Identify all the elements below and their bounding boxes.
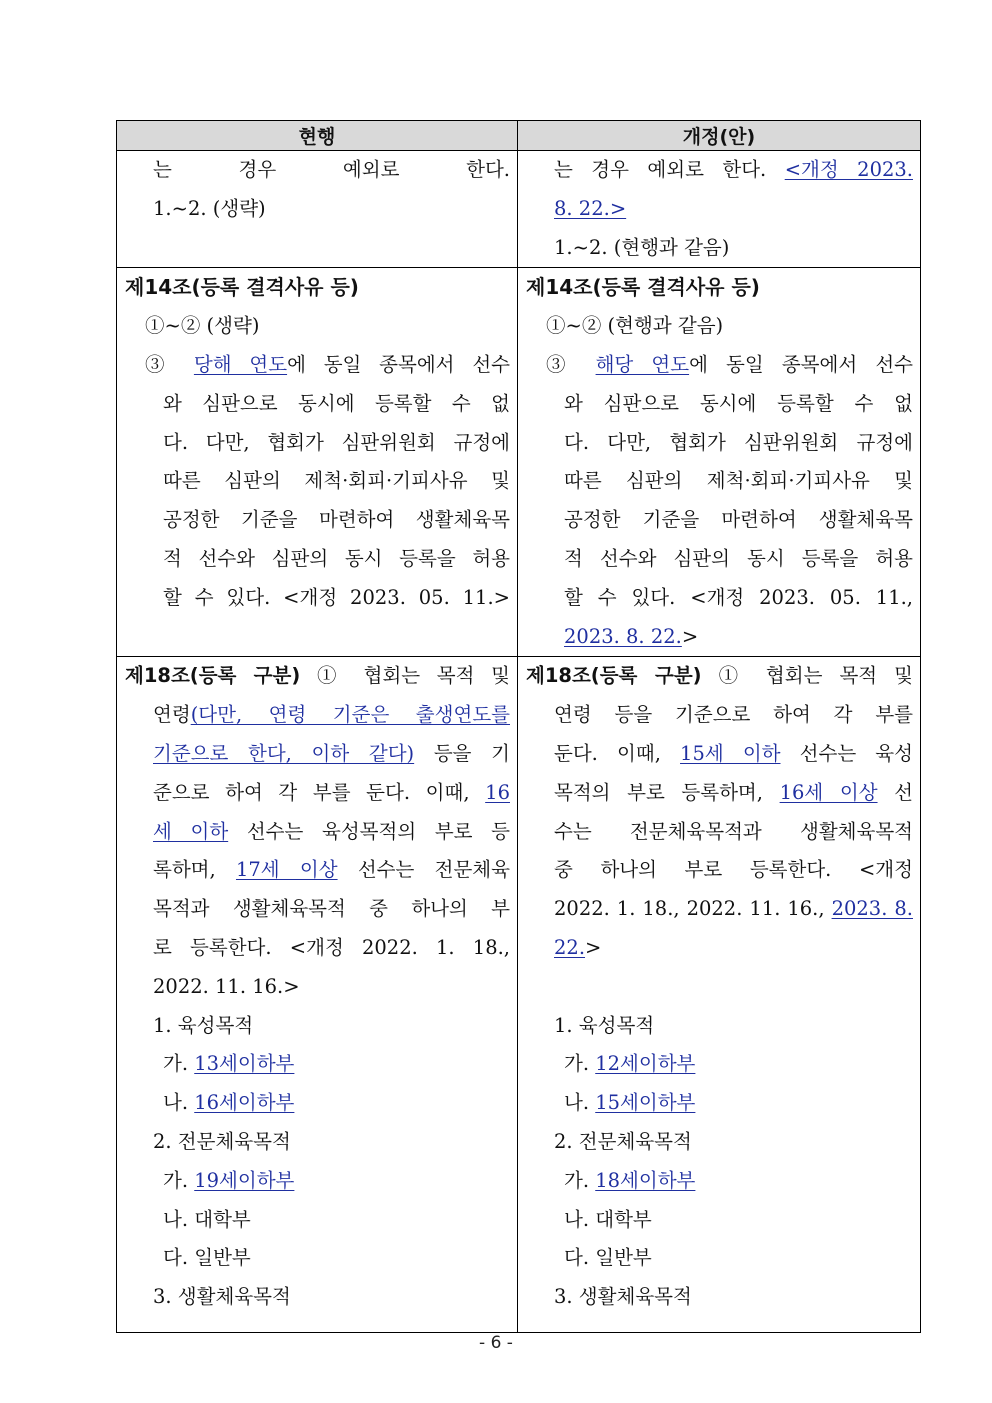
text-segment: ①~② (생략)	[145, 314, 260, 338]
text-line	[526, 696, 913, 735]
text-line	[125, 696, 510, 735]
text-segment: 할 수 있다. <개정 2023. 05. 11.,	[564, 585, 913, 609]
text-line	[526, 190, 913, 229]
text-line	[526, 735, 913, 774]
amended-text: 19세이하부	[194, 1168, 295, 1192]
cell-current	[117, 268, 518, 657]
text-line	[526, 774, 913, 813]
text-line	[526, 618, 913, 657]
text-line	[526, 1239, 913, 1278]
text-line	[125, 735, 510, 774]
text-line	[125, 1084, 510, 1123]
text-line	[125, 774, 510, 813]
text-line	[125, 1123, 510, 1162]
text-line	[125, 890, 510, 929]
text-line	[526, 385, 913, 424]
column-header-current: 현행	[117, 121, 518, 151]
text-line	[125, 1007, 510, 1046]
text-line	[526, 657, 913, 696]
text-line	[526, 462, 913, 501]
text-segment: 목적과 생활체육목적 중 하나의 부	[153, 897, 510, 921]
text-segment: 다. 일반부	[163, 1246, 251, 1270]
amended-text: 2023. 8. 22.	[564, 624, 682, 648]
text-line	[526, 851, 913, 890]
text-line	[125, 268, 510, 307]
text-segment: 준으로 하여 각 부를 둔다. 이때,	[153, 780, 486, 804]
text-segment: >	[585, 935, 602, 959]
text-line	[526, 424, 913, 463]
cell-text	[518, 268, 920, 656]
text-line	[526, 1162, 913, 1201]
text-segment: 1.~2. (현행과 같음)	[554, 235, 730, 259]
text-segment: 공정한 기준을 마련하여 생활체육목	[163, 508, 510, 532]
text-segment: 에 동일 종목에서 선수	[689, 352, 913, 376]
text-segment: ①~② (현행과 같음)	[546, 314, 724, 338]
text-segment: ① 협회는 목적 및	[300, 664, 510, 688]
text-segment: 나.	[163, 1091, 195, 1115]
text-segment: 로 등록한다. <개정 2022. 1. 18.,	[153, 935, 510, 959]
amended-text: 8. 22.>	[554, 196, 627, 220]
amended-text: 기준으로 한다, 이하 같다)	[153, 741, 415, 765]
text-line	[526, 268, 913, 307]
text-segment: 제14조(등록 결격사유 등)	[526, 275, 760, 300]
amended-text: 17세 이상	[235, 858, 338, 882]
text-line	[125, 618, 510, 657]
amended-text: 12세이하부	[595, 1052, 696, 1076]
cell-text	[117, 151, 517, 267]
text-line	[526, 813, 913, 852]
amended-text: 2023. 8.	[831, 897, 913, 921]
text-line	[526, 1045, 913, 1084]
article-title: 제18조(등록 구분)	[526, 664, 702, 688]
text-segment: 2022. 11. 16.>	[153, 974, 300, 998]
text-segment: 목적의 부로 등록하며,	[554, 780, 780, 804]
text-segment: 선수는 전문체육	[337, 858, 510, 882]
text-segment: 다. 다만, 협회가 심판위원회 규정에	[163, 430, 510, 454]
text-segment: 와 심판으로 동시에 등록할 수 없	[564, 391, 913, 415]
text-line	[125, 1239, 510, 1278]
text-line	[125, 501, 510, 540]
text-line	[125, 929, 510, 968]
text-segment: 는 경우 예외로 한다.	[554, 158, 785, 181]
text-segment: 3. 생활체육목적	[554, 1285, 692, 1309]
text-line	[526, 968, 913, 1007]
text-line	[125, 851, 510, 890]
amended-text: 16	[485, 780, 510, 804]
text-segment: 1.~2. (생략)	[153, 196, 266, 220]
text-line	[526, 151, 913, 190]
amended-text: <개정 2023.	[784, 158, 913, 181]
text-segment: 가.	[163, 1168, 195, 1192]
article-title: 제18조(등록 구분)	[125, 664, 301, 688]
text-segment: 에 동일 종목에서 선수	[287, 352, 510, 376]
text-segment: 선수는 육성	[780, 741, 913, 765]
text-segment: 둔다. 이때,	[554, 741, 681, 765]
text-segment: 1. 육성목적	[554, 1013, 655, 1037]
text-line	[526, 1123, 913, 1162]
text-line	[526, 579, 913, 618]
text-segment: 등을 기	[414, 741, 510, 765]
cell-revised	[518, 151, 921, 268]
text-line	[526, 1007, 913, 1046]
amended-text: 해당 연도	[595, 352, 690, 376]
text-segment: >	[681, 624, 699, 648]
text-line	[125, 190, 510, 229]
text-segment: 제14조(등록 결격사유 등)	[125, 275, 359, 300]
text-segment: 연령 등을 기준으로 하여 각 부를	[554, 703, 913, 727]
text-line	[125, 1162, 510, 1201]
amended-text: 22.	[554, 935, 586, 959]
text-segment: 선	[877, 780, 913, 804]
table-body	[117, 151, 921, 1333]
text-line	[526, 501, 913, 540]
text-line	[125, 1045, 510, 1084]
cell-text	[518, 657, 920, 1317]
text-segment: ① 협회는 목적 및	[701, 664, 913, 688]
amended-text: 당해 연도	[193, 352, 288, 376]
text-line	[125, 229, 510, 268]
text-segment: 3. 생활체육목적	[153, 1285, 291, 1309]
text-line	[125, 424, 510, 463]
cell-revised	[518, 268, 921, 657]
cell-current	[117, 657, 518, 1333]
text-segment: ③	[145, 352, 194, 376]
text-line	[526, 1201, 913, 1240]
amended-text: 13세이하부	[194, 1052, 295, 1076]
text-segment: 나. 대학부	[564, 1207, 652, 1231]
comparison-table	[116, 120, 921, 1333]
text-line	[125, 385, 510, 424]
text-segment: 다. 다만, 협회가 심판위원회 규정에	[564, 430, 913, 454]
text-segment: 는 경우 예외로 한다.	[153, 158, 510, 181]
text-segment: 수는 전문체육목적과 생활체육목적	[554, 819, 913, 843]
amended-text: 15세 이하	[680, 741, 781, 765]
text-segment: ③	[546, 352, 596, 376]
cell-text	[518, 151, 920, 267]
text-segment: 중 하나의 부로 등록한다. <개정	[554, 858, 913, 882]
text-segment: 나. 대학부	[163, 1207, 251, 1231]
amended-text: 세 이하	[153, 819, 229, 843]
text-line	[125, 346, 510, 385]
amended-text: 15세이하부	[595, 1091, 696, 1115]
cell-text	[117, 657, 517, 1317]
text-line	[125, 1278, 510, 1317]
text-segment: 1. 육성목적	[153, 1013, 254, 1037]
text-line	[526, 1084, 913, 1123]
text-line	[526, 229, 913, 268]
text-segment: 선수는 육성목적의 부로 등	[228, 819, 510, 843]
amended-text: (다만, 연령 기준은 출생연도를	[190, 703, 510, 727]
text-segment: 2. 전문체육목적	[153, 1129, 291, 1153]
text-segment: 가.	[564, 1052, 596, 1076]
text-line	[125, 462, 510, 501]
text-segment: 2022. 1. 18., 2022. 11. 16.,	[554, 897, 832, 921]
text-line	[526, 307, 913, 346]
cell-current	[117, 151, 518, 268]
text-line	[125, 540, 510, 579]
text-segment: 나.	[564, 1091, 596, 1115]
text-segment: 따른 심판의 제척·회피·기피사유 및	[163, 469, 510, 493]
cell-text	[117, 268, 517, 656]
table-header-row	[117, 121, 921, 151]
amended-text: 18세이하부	[595, 1168, 696, 1192]
text-line	[125, 307, 510, 346]
text-line	[125, 1201, 510, 1240]
text-segment: 연령	[153, 703, 191, 727]
text-line	[526, 346, 913, 385]
text-segment: 따른 심판의 제척·회피·기피사유 및	[564, 469, 913, 493]
text-segment: 다. 일반부	[564, 1246, 652, 1270]
text-segment: 적 선수와 심판의 동시 등록을 허용	[564, 546, 913, 570]
text-line	[125, 813, 510, 852]
text-line	[526, 540, 913, 579]
text-line	[125, 151, 510, 190]
table-row	[117, 151, 921, 268]
page-number: - 6 -	[479, 1333, 513, 1353]
text-line	[125, 968, 510, 1007]
column-header-revised: 개정(안)	[518, 121, 921, 151]
table-row	[117, 268, 921, 657]
text-line	[526, 1278, 913, 1317]
text-segment: 가.	[564, 1168, 596, 1192]
text-segment: 와 심판으로 동시에 등록할 수 없	[163, 391, 510, 415]
text-segment: 2. 전문체육목적	[554, 1129, 692, 1153]
cell-revised	[518, 657, 921, 1333]
text-line	[526, 890, 913, 929]
text-segment: 적 선수와 심판의 동시 등록을 허용	[163, 546, 510, 570]
amended-text: 16세 이상	[779, 780, 878, 804]
table-row	[117, 657, 921, 1333]
text-segment: 할 수 있다. <개정 2023. 05. 11.>	[163, 585, 510, 609]
text-line	[125, 657, 510, 696]
text-segment: 공정한 기준을 마련하여 생활체육목	[564, 508, 913, 532]
text-segment: 록하며,	[153, 858, 236, 882]
text-line	[526, 929, 913, 968]
amended-text: 16세이하부	[194, 1091, 295, 1115]
text-segment: 가.	[163, 1052, 195, 1076]
text-line	[125, 579, 510, 618]
